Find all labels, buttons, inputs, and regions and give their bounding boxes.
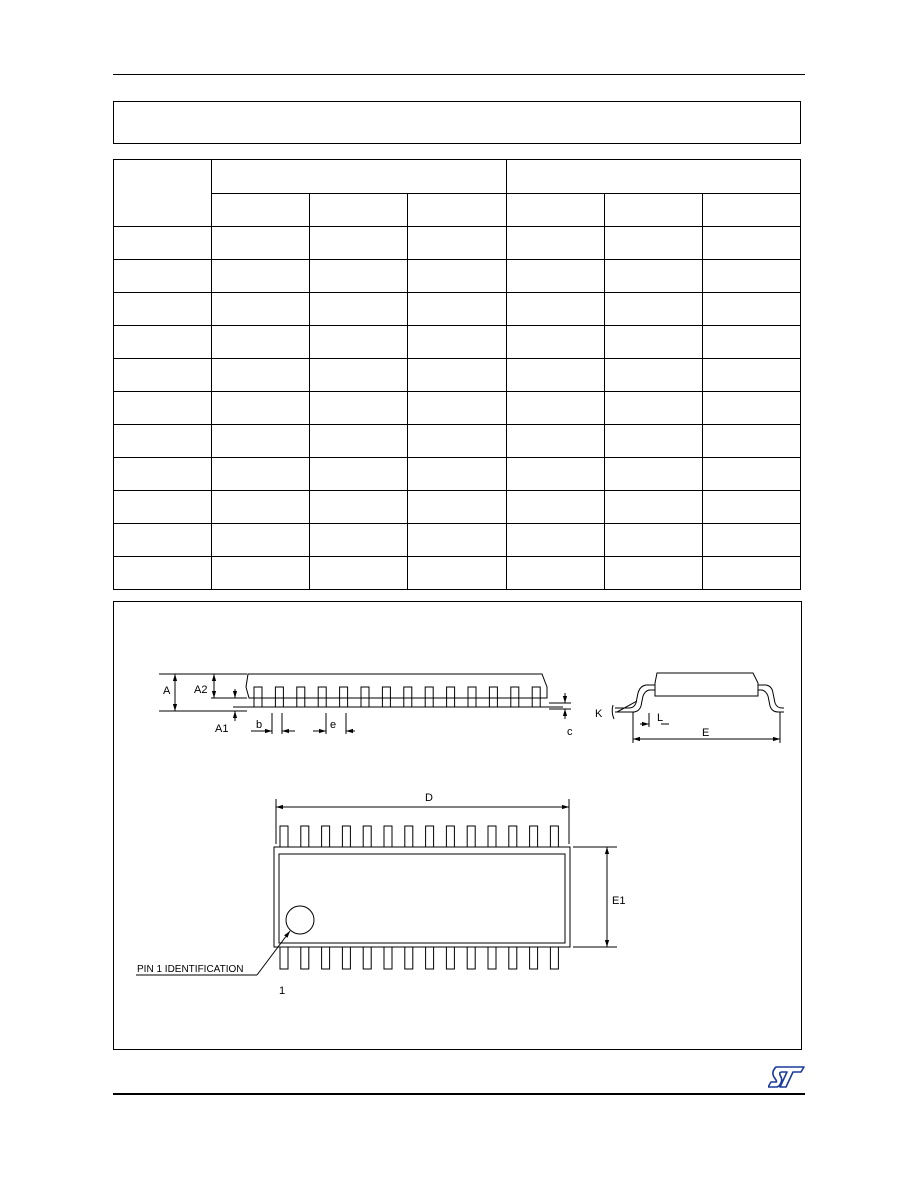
top-leads-lower bbox=[280, 947, 558, 969]
st-logo-icon bbox=[768, 1066, 806, 1088]
value-cell bbox=[605, 359, 703, 392]
top-lead bbox=[426, 826, 434, 847]
table-row bbox=[114, 359, 801, 392]
value-cell bbox=[703, 359, 801, 392]
table-row bbox=[114, 260, 801, 293]
value-cell bbox=[507, 227, 605, 260]
pin1-number: 1 bbox=[279, 985, 286, 997]
table-row bbox=[114, 326, 801, 359]
side-lead bbox=[340, 687, 348, 707]
value-cell bbox=[605, 260, 703, 293]
value-cell bbox=[408, 392, 507, 425]
value-cell bbox=[310, 524, 408, 557]
end-view bbox=[595, 673, 784, 743]
value-cell bbox=[212, 227, 310, 260]
dimension-cell bbox=[114, 392, 212, 425]
package-body-end bbox=[655, 673, 758, 696]
table-row bbox=[114, 491, 801, 524]
value-cell bbox=[310, 425, 408, 458]
value-cell bbox=[212, 260, 310, 293]
bottom-lead bbox=[509, 947, 517, 969]
bottom-lead bbox=[530, 947, 538, 969]
label-b: b bbox=[256, 719, 263, 731]
side-lead bbox=[297, 687, 305, 707]
table-row bbox=[114, 293, 801, 326]
side-lead bbox=[489, 687, 497, 707]
pin1-indicator bbox=[286, 906, 314, 934]
label-a2: A2 bbox=[194, 684, 208, 696]
value-cell bbox=[507, 557, 605, 590]
bottom-lead bbox=[384, 947, 392, 969]
top-lead bbox=[384, 826, 392, 847]
subheader-cell bbox=[408, 193, 507, 227]
top-lead bbox=[509, 826, 517, 847]
value-cell bbox=[703, 458, 801, 491]
dimension-cell bbox=[114, 458, 212, 491]
top-lead bbox=[530, 826, 538, 847]
table-title-box bbox=[113, 101, 801, 144]
table-header-row bbox=[114, 160, 801, 194]
top-lead bbox=[363, 826, 371, 847]
value-cell bbox=[212, 326, 310, 359]
value-cell bbox=[507, 359, 605, 392]
top-lead bbox=[342, 826, 350, 847]
value-cell bbox=[408, 458, 507, 491]
value-cell bbox=[212, 557, 310, 590]
side-lead bbox=[468, 687, 476, 707]
value-cell bbox=[310, 326, 408, 359]
table-row bbox=[114, 458, 801, 491]
value-cell bbox=[703, 491, 801, 524]
value-cell bbox=[507, 260, 605, 293]
dimension-cell bbox=[114, 524, 212, 557]
value-cell bbox=[703, 326, 801, 359]
top-lead bbox=[467, 826, 475, 847]
package-body-top bbox=[279, 854, 565, 943]
side-lead bbox=[361, 687, 369, 707]
value-cell bbox=[507, 293, 605, 326]
package-outline bbox=[274, 847, 570, 947]
value-cell bbox=[310, 557, 408, 590]
value-cell bbox=[703, 425, 801, 458]
value-cell bbox=[507, 524, 605, 557]
side-lead bbox=[254, 687, 262, 707]
value-cell bbox=[310, 227, 408, 260]
dimension-cell bbox=[114, 260, 212, 293]
table-subheader-row bbox=[114, 193, 801, 227]
value-cell bbox=[605, 557, 703, 590]
dimension-cell bbox=[114, 491, 212, 524]
side-lead bbox=[447, 687, 455, 707]
value-cell bbox=[408, 359, 507, 392]
subheader-cell bbox=[703, 193, 801, 227]
subheader-cell bbox=[605, 193, 703, 227]
bottom-lead bbox=[405, 947, 413, 969]
package-drawing bbox=[113, 601, 802, 1050]
dimension-cell bbox=[114, 359, 212, 392]
side-leads bbox=[254, 687, 540, 707]
label-e: E bbox=[702, 727, 710, 739]
bottom-lead bbox=[467, 947, 475, 969]
value-cell bbox=[408, 227, 507, 260]
value-cell bbox=[605, 293, 703, 326]
bottom-lead bbox=[446, 947, 454, 969]
label-e1: E1 bbox=[612, 895, 626, 907]
subheader-cell bbox=[507, 193, 605, 227]
bottom-lead bbox=[301, 947, 309, 969]
bottom-lead bbox=[322, 947, 330, 969]
value-cell bbox=[605, 392, 703, 425]
table-row bbox=[114, 557, 801, 590]
value-cell bbox=[703, 227, 801, 260]
value-cell bbox=[310, 458, 408, 491]
value-cell bbox=[605, 524, 703, 557]
table-row bbox=[114, 425, 801, 458]
value-cell bbox=[212, 359, 310, 392]
top-leads-upper bbox=[280, 826, 558, 847]
value-cell bbox=[212, 392, 310, 425]
value-cell bbox=[408, 425, 507, 458]
value-cell bbox=[507, 491, 605, 524]
side-view bbox=[159, 674, 573, 738]
value-cell bbox=[212, 293, 310, 326]
value-cell bbox=[507, 392, 605, 425]
label-l: L bbox=[657, 712, 664, 724]
value-cell bbox=[212, 458, 310, 491]
label-e-pitch: e bbox=[330, 719, 337, 731]
bottom-lead bbox=[426, 947, 434, 969]
top-lead bbox=[405, 826, 413, 847]
side-lead bbox=[382, 687, 390, 707]
value-cell bbox=[212, 491, 310, 524]
value-cell bbox=[310, 293, 408, 326]
package-body-side bbox=[246, 674, 547, 698]
side-lead bbox=[404, 687, 412, 707]
table-row bbox=[114, 227, 801, 260]
value-cell bbox=[605, 491, 703, 524]
pin1-identification-label: PIN 1 IDENTIFICATION bbox=[137, 964, 244, 975]
bottom-lead bbox=[550, 947, 558, 969]
header-cell-dim bbox=[114, 160, 212, 227]
dimension-cell bbox=[114, 326, 212, 359]
value-cell bbox=[408, 524, 507, 557]
value-cell bbox=[507, 326, 605, 359]
footer-rule bbox=[113, 1093, 805, 1095]
value-cell bbox=[605, 458, 703, 491]
value-cell bbox=[310, 491, 408, 524]
value-cell bbox=[310, 392, 408, 425]
value-cell bbox=[605, 326, 703, 359]
value-cell bbox=[408, 557, 507, 590]
value-cell bbox=[507, 458, 605, 491]
subheader-cell bbox=[310, 193, 408, 227]
value-cell bbox=[605, 425, 703, 458]
side-lead bbox=[532, 687, 540, 707]
label-a1: A1 bbox=[215, 723, 229, 735]
value-cell bbox=[703, 260, 801, 293]
bottom-lead bbox=[488, 947, 496, 969]
dimension-table bbox=[113, 159, 801, 590]
bottom-lead bbox=[280, 947, 288, 969]
value-cell bbox=[212, 524, 310, 557]
label-k: K bbox=[595, 708, 603, 720]
value-cell bbox=[703, 392, 801, 425]
label-c: c bbox=[567, 726, 573, 738]
bottom-lead bbox=[342, 947, 350, 969]
header-cell-group-1 bbox=[212, 160, 507, 194]
table-row bbox=[114, 392, 801, 425]
value-cell bbox=[703, 293, 801, 326]
value-cell bbox=[310, 359, 408, 392]
header-rule bbox=[113, 74, 805, 75]
top-view bbox=[136, 792, 625, 997]
top-lead bbox=[280, 826, 288, 847]
top-lead bbox=[550, 826, 558, 847]
side-lead bbox=[275, 687, 283, 707]
value-cell bbox=[408, 260, 507, 293]
header-cell-group-2 bbox=[507, 160, 801, 194]
label-d: D bbox=[425, 792, 433, 804]
value-cell bbox=[408, 491, 507, 524]
subheader-cell bbox=[212, 193, 310, 227]
dimension-cell bbox=[114, 557, 212, 590]
top-lead bbox=[322, 826, 330, 847]
dimension-cell bbox=[114, 227, 212, 260]
bottom-lead bbox=[363, 947, 371, 969]
value-cell bbox=[310, 260, 408, 293]
top-lead bbox=[446, 826, 454, 847]
value-cell bbox=[703, 524, 801, 557]
value-cell bbox=[408, 326, 507, 359]
package-drawing-svg bbox=[114, 602, 803, 1051]
top-lead bbox=[488, 826, 496, 847]
value-cell bbox=[507, 425, 605, 458]
value-cell bbox=[605, 227, 703, 260]
dim-k-arc bbox=[612, 705, 614, 719]
table-row bbox=[114, 524, 801, 557]
label-a: A bbox=[163, 685, 171, 697]
value-cell bbox=[408, 293, 507, 326]
dimension-cell bbox=[114, 293, 212, 326]
side-lead bbox=[425, 687, 433, 707]
top-lead bbox=[301, 826, 309, 847]
table-body bbox=[114, 227, 801, 590]
value-cell bbox=[212, 425, 310, 458]
side-lead bbox=[318, 687, 326, 707]
value-cell bbox=[703, 557, 801, 590]
dimension-cell bbox=[114, 425, 212, 458]
side-lead bbox=[511, 687, 519, 707]
